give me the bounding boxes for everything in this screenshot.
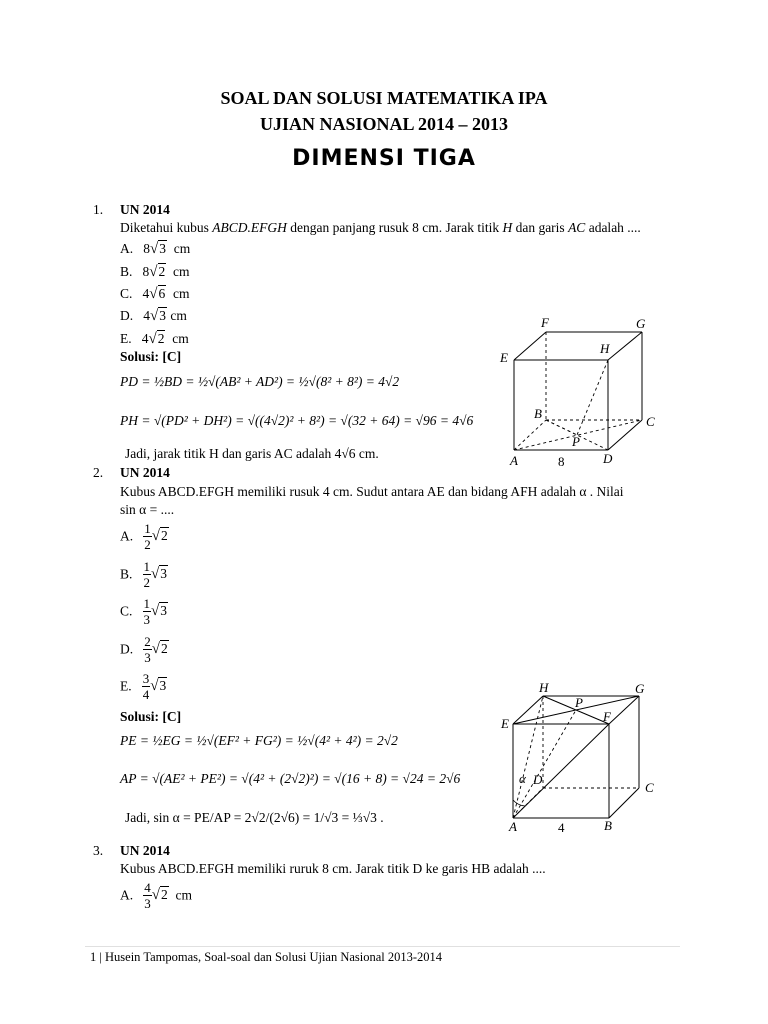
label-C: C — [646, 414, 655, 429]
q2-equation-2: AP = √(AE² + PE²) = √(4² + (2√2)²) = √(16 + 8) = √24 = 2√6 — [120, 771, 461, 786]
q3-option-a: A. $\frac{4}{3}$ √2 cm — [120, 880, 192, 911]
q2-source: UN 2014 — [120, 465, 170, 480]
label-D: D — [533, 772, 543, 787]
label-F: F — [541, 315, 549, 330]
label-H: H — [600, 341, 610, 356]
q2-question-line2: sin α = .... — [120, 502, 175, 517]
label-P: P — [572, 434, 580, 449]
q1-solution-label: Solusi: [C] — [120, 349, 182, 364]
label-E: E — [501, 716, 509, 731]
label-G: G — [635, 681, 645, 696]
label-D: D — [603, 451, 613, 466]
q1-cube-labels — [499, 315, 655, 469]
q3-source: UN 2014 — [120, 843, 170, 858]
q1-equation-1: PD = ½BD = ½√(AB² + AD²) = ½√(8² + 8²) = 4√2 — [120, 374, 400, 389]
edge-length: 8 — [558, 454, 565, 469]
q1-option-c: C. 4√6 cm — [120, 286, 190, 302]
q2-option-e: E. $\frac{3}{4}$ √3 — [120, 671, 167, 702]
q3-number: 3. — [93, 843, 104, 858]
q1-equation-2: PH = √(PD² + DH²) = √((4√2)² + 8²) = √(32 + 64) = √96 = 4√6 — [120, 413, 474, 428]
label-A: A — [510, 453, 518, 468]
label-H: H — [539, 680, 549, 695]
q2-question: Kubus ABCD.EFGH memiliki rusuk 4 cm. Sudut antara AE dan bidang AFH adalah α . Nilai — [120, 484, 624, 499]
q1-option-e: E. 4√2 cm — [120, 331, 189, 347]
q2-option-b: B. $\frac{1}{2}$ √3 — [120, 559, 167, 590]
title-line-1: SOAL DAN SOLUSI MATEMATIKA IPA — [220, 88, 548, 108]
q2-option-d: D. $\frac{2}{3}$ √2 — [120, 634, 168, 665]
q2-equation-1: PE = ½EG = ½√(EF² + FG²) = ½√(4² + 4²) = 2√2 — [120, 733, 398, 748]
q2-option-a: A. $\frac{1}{2}$ √2 — [120, 521, 168, 552]
label-C: C — [645, 780, 654, 795]
q3-question: Kubus ABCD.EFGH memiliki ruruk 8 cm. Jarak titik D ke garis HB adalah .... — [120, 861, 546, 876]
label-G: G — [636, 316, 646, 331]
q2-cube-figure — [495, 680, 675, 840]
q2-conclusion: Jadi, sin α = PE/AP = 2√2/(2√6) = 1/√3 = ⅓√3 . — [125, 810, 384, 825]
q1-number: 1. — [93, 202, 104, 217]
edge-length: 4 — [558, 820, 565, 835]
q2-solution-label: Solusi: [C] — [120, 709, 182, 724]
q1-cube-figure — [490, 310, 670, 475]
label-E: E — [500, 350, 508, 365]
q1-option-b: B. 8√2 cm — [120, 264, 190, 280]
footer-text: 1 | Husein Tampomas, Soal-soal dan Solusi Ujian Nasional 2013-2014 — [90, 950, 443, 964]
q1-conclusion: Jadi, jarak titik H dan garis AC adalah 4√6 cm. — [125, 446, 379, 461]
topic-heading: DIMENSI TIGA — [292, 146, 476, 171]
label-B: B — [534, 406, 542, 421]
label-A: A — [509, 819, 517, 834]
q1-option-a: A. 8√3 cm — [120, 241, 191, 257]
label-alpha: α — [519, 771, 526, 786]
q1-option-d: D. 4√3 cm — [120, 308, 187, 324]
title-line-2: UJIAN NASIONAL 2014 – 2013 — [259, 114, 509, 134]
footer-divider — [85, 946, 680, 947]
label-F: F — [603, 709, 611, 724]
label-B: B — [604, 818, 612, 833]
q1-source: UN 2014 — [120, 202, 170, 217]
q2-number: 2. — [93, 465, 104, 480]
q2-option-c: C. $\frac{1}{3}$ √3 — [120, 596, 167, 627]
label-P: P — [575, 695, 583, 710]
q1-question: Diketahui kubus ABCD.EFGH dengan panjang rusuk 8 cm. Jarak titik H dan garis AC adalah .... — [120, 220, 641, 235]
